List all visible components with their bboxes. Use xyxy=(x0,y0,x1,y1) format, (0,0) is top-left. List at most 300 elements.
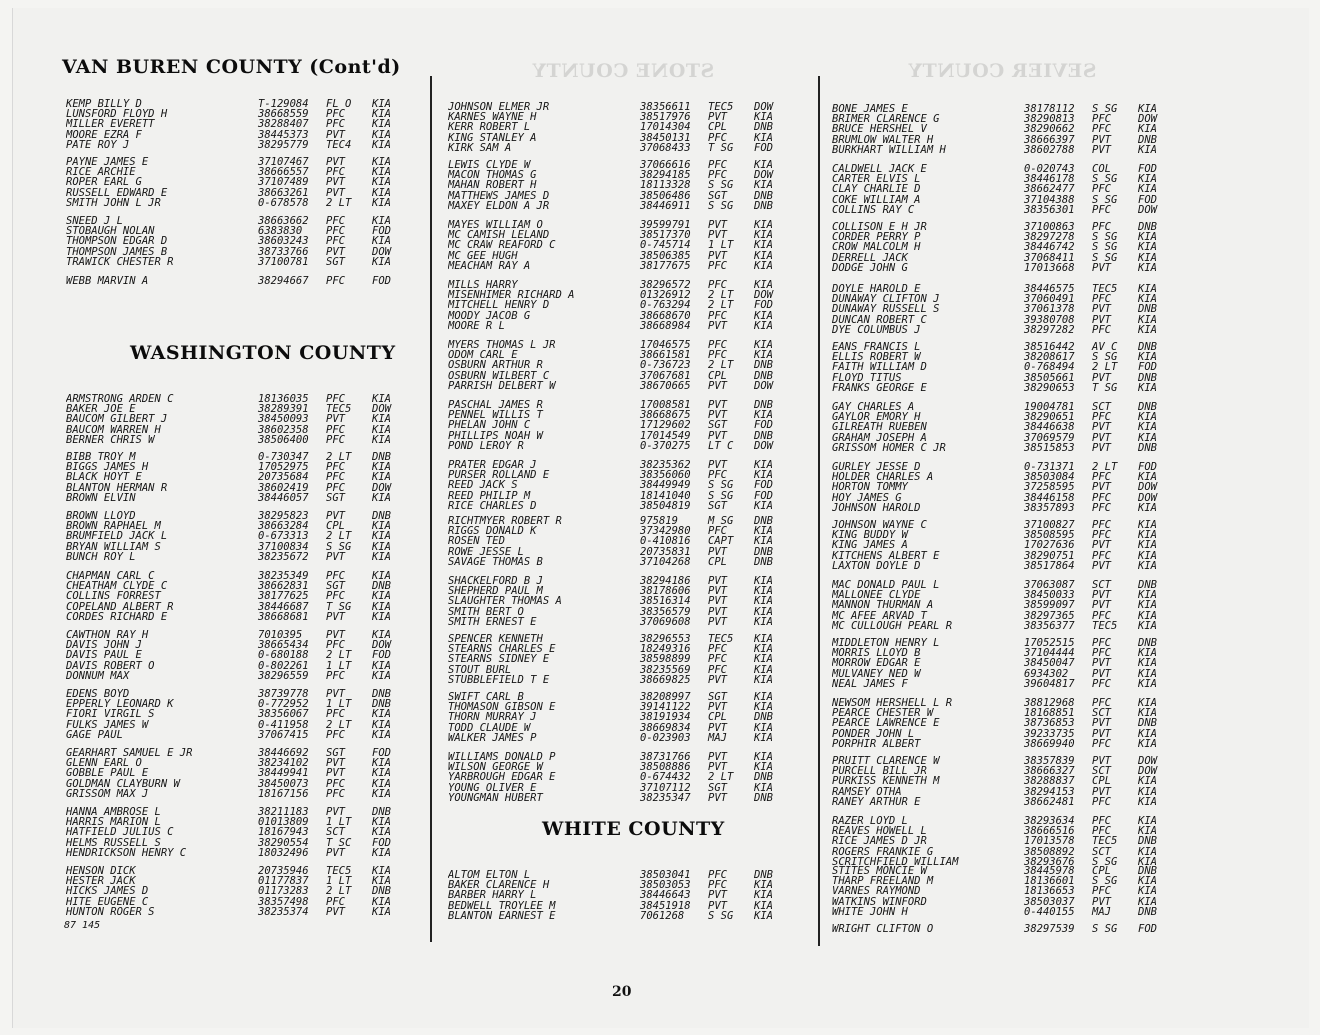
rank: PFC xyxy=(326,787,345,800)
roster-row xyxy=(66,571,402,581)
status: KIA xyxy=(372,590,391,603)
roster-row xyxy=(832,412,1168,422)
roster-group xyxy=(448,692,784,743)
rank: 2 LT xyxy=(1092,361,1118,374)
roster-row xyxy=(448,240,784,250)
status: KIA xyxy=(372,767,391,780)
roster-row xyxy=(448,133,784,143)
van-buren-heading: VAN BUREN COUNTY (Cont'd) xyxy=(62,56,401,78)
status: KIA xyxy=(1138,231,1157,244)
serial-number: 38290554 xyxy=(258,836,309,849)
rank: AV C xyxy=(1092,341,1118,353)
status: KIA xyxy=(1138,825,1157,838)
rank: PVT xyxy=(708,545,727,558)
roster-row xyxy=(832,729,1168,739)
serial-number: 38177675 xyxy=(640,259,691,272)
rank: PVT xyxy=(326,629,345,641)
rank: SGT xyxy=(708,691,727,703)
roster-row xyxy=(832,648,1168,658)
serial-number: 38445373 xyxy=(258,128,309,141)
rank: PFC xyxy=(326,166,345,179)
rank: S SG xyxy=(708,199,734,212)
rank: PVT xyxy=(1092,303,1111,316)
name: WILLIAMS DONALD P xyxy=(448,752,556,763)
status: DNB xyxy=(1138,865,1157,877)
rank: PFC xyxy=(1092,737,1111,750)
roster-row xyxy=(66,404,402,414)
serial-number: 38666327 xyxy=(1024,765,1075,778)
name: OSBURN WILBERT C xyxy=(448,370,550,381)
roster-row xyxy=(66,730,402,740)
rank: PFC xyxy=(326,393,345,405)
status: FOD xyxy=(754,479,773,492)
name: BROWN LLOYD xyxy=(66,511,136,522)
rank: PVT xyxy=(708,605,727,618)
serial-number: 37067415 xyxy=(258,728,309,741)
roster-row xyxy=(448,654,784,664)
rank: M SG xyxy=(708,515,734,527)
roster-row xyxy=(832,422,1168,432)
name: HATFIELD JULIUS C xyxy=(66,827,174,838)
rank: PFC xyxy=(708,525,727,538)
roster-row xyxy=(832,402,1168,412)
name: BROWN RAPHAEL M xyxy=(66,521,161,532)
rank: PVT xyxy=(326,806,345,818)
status: KIA xyxy=(1138,785,1157,798)
name: DYE COLUMBUS J xyxy=(832,324,921,335)
rank: PVT xyxy=(708,399,727,411)
name: GOBBLE PAUL E xyxy=(66,768,149,779)
rank: TEC5 xyxy=(326,403,352,416)
name: GAYLOR EMORY H xyxy=(832,412,921,423)
rank: PVT xyxy=(326,846,345,859)
status: KIA xyxy=(754,219,773,231)
roster-row xyxy=(66,435,402,445)
status: DNB xyxy=(1138,303,1157,316)
status: KIA xyxy=(1138,559,1157,572)
roster-row xyxy=(832,866,1168,876)
name: BRYAN WILLIAM S xyxy=(66,541,161,552)
serial-number: 38516442 xyxy=(1024,341,1075,353)
rank: PVT xyxy=(326,413,345,426)
status: KIA xyxy=(754,781,773,794)
status: DNB xyxy=(754,555,773,568)
rank: SGT xyxy=(708,781,727,794)
rank: PFC xyxy=(326,108,345,121)
name: DAVIS JOHN J xyxy=(66,640,142,651)
rank: 1 LT xyxy=(326,698,352,711)
name: PENNEL WILLIS T xyxy=(448,410,543,421)
status: KIA xyxy=(372,520,391,533)
name: FLOYD TITUS xyxy=(832,372,902,383)
name: FULKS JAMES W xyxy=(66,719,149,730)
roster-row xyxy=(832,621,1168,631)
serial-number: 0-020743 xyxy=(1024,163,1075,175)
status: DOW xyxy=(372,245,391,258)
serial-number: 38297365 xyxy=(1024,609,1075,622)
roster-row xyxy=(66,99,402,109)
serial-number: 38508595 xyxy=(1024,529,1075,542)
rank: CPL xyxy=(708,555,727,568)
serial-number: 38517976 xyxy=(640,111,691,124)
rank: 2 LT xyxy=(708,289,734,302)
serial-number: 37342980 xyxy=(640,525,691,538)
status: KIA xyxy=(1138,885,1157,898)
status: FOD xyxy=(1138,193,1157,206)
serial-number: 20735946 xyxy=(258,865,309,877)
serial-number: 38446911 xyxy=(640,199,691,212)
serial-number: 38503041 xyxy=(640,869,691,881)
roster-row xyxy=(832,561,1168,571)
roster-row xyxy=(448,901,784,911)
status: FOD xyxy=(1138,163,1157,175)
status: KIA xyxy=(1138,323,1157,336)
status: KIA xyxy=(372,433,391,446)
serial-number: 38599097 xyxy=(1024,599,1075,612)
roster-group xyxy=(832,462,1168,513)
roster-row xyxy=(66,591,402,601)
status: KIA xyxy=(754,535,773,548)
name: JOHNSON HAROLD xyxy=(832,502,921,513)
serial-number: 18168851 xyxy=(1024,707,1075,720)
status: DNB xyxy=(1138,371,1157,384)
roster-group xyxy=(448,340,784,391)
name: RUSSELL EDWARD E xyxy=(66,187,168,198)
name: CORDES RICHARD E xyxy=(66,611,168,622)
status: KIA xyxy=(754,499,773,512)
name: PRATER EDGAR J xyxy=(448,460,537,471)
name: ODOM CARL E xyxy=(448,350,518,361)
name: THOMASON GIBSON E xyxy=(448,702,556,713)
serial-number: 19004781 xyxy=(1024,401,1075,413)
rank: PFC xyxy=(1092,471,1111,484)
rank: PFC xyxy=(708,653,727,666)
serial-number: 39141122 xyxy=(640,701,691,714)
roster-row xyxy=(66,807,402,817)
rank: PVT xyxy=(708,249,727,262)
serial-number: 38357893 xyxy=(1024,501,1075,514)
roster-row xyxy=(66,838,402,848)
roster-row xyxy=(66,748,402,758)
name: THORN MURRAY J xyxy=(448,712,537,723)
status: KIA xyxy=(754,761,773,774)
name: KING STANLEY A xyxy=(448,132,537,143)
roster-row xyxy=(832,611,1168,621)
name: HORTON TOMMY xyxy=(832,482,908,493)
roster-row xyxy=(66,630,402,640)
serial-number: 38178112 xyxy=(1024,103,1075,115)
serial-number: 38294185 xyxy=(640,169,691,182)
name: KERR ROBERT L xyxy=(448,122,531,133)
serial-number: 38450047 xyxy=(1024,657,1075,670)
roster-row xyxy=(448,300,784,310)
serial-number: 38663284 xyxy=(258,520,309,533)
roster-row xyxy=(66,709,402,719)
status: FOD xyxy=(754,299,773,312)
roster-row xyxy=(66,157,402,167)
name: MILLS HARRY xyxy=(448,280,518,291)
serial-number: 38446643 xyxy=(640,889,691,902)
roster-row xyxy=(832,284,1168,294)
name: COPELAND ALBERT R xyxy=(66,601,174,612)
roster-row xyxy=(66,247,402,257)
roster-row xyxy=(448,644,784,654)
serial-number: 17027636 xyxy=(1024,539,1075,552)
name: PURKISS KENNETH M xyxy=(832,776,940,787)
roster-row xyxy=(832,433,1168,443)
roster-row xyxy=(832,638,1168,648)
rank: PFC xyxy=(1092,123,1111,136)
rank: 2 LT xyxy=(708,771,734,784)
rank: PVT xyxy=(1092,895,1111,908)
roster-row xyxy=(832,836,1168,846)
status: KIA xyxy=(754,239,773,252)
roster-row xyxy=(66,483,402,493)
status: KIA xyxy=(1138,173,1157,186)
roster-row xyxy=(448,180,784,190)
name: MAHAN ROBERT H xyxy=(448,180,537,191)
rank: PVT xyxy=(708,379,727,392)
rank: PVT xyxy=(708,673,727,686)
roster-row xyxy=(832,145,1168,155)
roster-row xyxy=(66,236,402,246)
rank: PVT xyxy=(326,905,345,918)
serial-number: 38235362 xyxy=(640,459,691,471)
status: DNB xyxy=(754,359,773,372)
rank: S SG xyxy=(1092,855,1118,868)
rank: PVT xyxy=(1092,599,1111,612)
name: BAUCOM GILBERT J xyxy=(66,414,168,425)
rank: PFC xyxy=(326,471,345,484)
name: MOORE R L xyxy=(448,320,505,331)
serial-number: 01177837 xyxy=(258,875,309,888)
status: DOW xyxy=(1138,765,1157,778)
status: KIA xyxy=(372,413,391,426)
rank: PVT xyxy=(326,186,345,199)
serial-number: 38668675 xyxy=(640,409,691,422)
status: KIA xyxy=(754,179,773,192)
serial-number: 38290653 xyxy=(1024,381,1075,394)
serial-number: 37258595 xyxy=(1024,481,1075,494)
status: KIA xyxy=(1138,589,1157,602)
status: KIA xyxy=(372,757,391,770)
roster-row xyxy=(448,617,784,627)
roster-group xyxy=(448,280,784,331)
roster-row xyxy=(448,723,784,733)
name: STEARNS SIDNEY E xyxy=(448,654,550,665)
name: RAMSEY OTHA xyxy=(832,786,902,797)
serial-number: 6934302 xyxy=(1024,667,1069,680)
status: KIA xyxy=(1138,707,1157,720)
name: PHELAN JOHN C xyxy=(448,420,531,431)
rank: MAJ xyxy=(1092,905,1111,918)
serial-number: 37104268 xyxy=(640,555,691,568)
name: DOYLE HAROLD E xyxy=(832,284,921,295)
roster-row xyxy=(832,195,1168,205)
name: PHILLIPS NOAH W xyxy=(448,430,543,441)
rank: PFC xyxy=(708,339,727,351)
serial-number: 18249316 xyxy=(640,643,691,656)
name: DAVIS PAUL E xyxy=(66,650,142,661)
rank: PVT xyxy=(1092,559,1111,572)
status: DNB xyxy=(754,791,773,804)
roster-group xyxy=(66,511,402,562)
name: BIBB TROY M xyxy=(66,452,136,463)
status: KIA xyxy=(1138,677,1157,690)
roster-row xyxy=(832,205,1168,215)
status: KIA xyxy=(372,108,391,121)
serial-number: 38450073 xyxy=(258,777,309,790)
status: KIA xyxy=(754,595,773,608)
serial-number: 38503084 xyxy=(1024,471,1075,484)
serial-number: 38235672 xyxy=(258,550,309,563)
status: KIA xyxy=(372,816,391,829)
name: CALDWELL JACK E xyxy=(832,164,927,175)
serial-number: 38356067 xyxy=(258,708,309,721)
serial-number: 37067681 xyxy=(640,369,691,382)
serial-number: 18141040 xyxy=(640,489,691,502)
serial-number: 975819 xyxy=(640,515,678,527)
roster-row xyxy=(448,772,784,782)
name: TODD CLAUDE W xyxy=(448,722,531,733)
name: MITCHELL HENRY D xyxy=(448,300,550,311)
serial-number: 38446057 xyxy=(258,491,309,504)
status: KIA xyxy=(1138,727,1157,740)
name: KARNES WAYNE H xyxy=(448,112,537,123)
rank: SCT xyxy=(326,826,345,839)
name: CROW MALCOLM H xyxy=(832,242,921,253)
status: DNB xyxy=(372,698,391,711)
status: KIA xyxy=(754,721,773,734)
status: KIA xyxy=(1138,529,1157,542)
serial-number: 0-370275 xyxy=(640,439,691,452)
name: SMITH JOHN L JR xyxy=(66,197,161,208)
serial-number: 38666516 xyxy=(1024,825,1075,838)
serial-number: 38208617 xyxy=(1024,351,1075,364)
rank: PFC xyxy=(326,590,345,603)
serial-number: 18136601 xyxy=(1024,875,1075,888)
name: NEAL JAMES F xyxy=(832,678,908,689)
status: KIA xyxy=(1138,697,1157,709)
roster-row xyxy=(66,119,402,129)
status: DNB xyxy=(754,189,773,202)
rank: PVT xyxy=(1092,441,1111,454)
roster-row xyxy=(66,257,402,267)
rank: S SG xyxy=(1092,231,1118,244)
roster-row xyxy=(448,261,784,271)
roster-row xyxy=(832,886,1168,896)
name: BAKER CLARENCE H xyxy=(448,880,550,891)
status: KIA xyxy=(1138,855,1157,868)
status: DNB xyxy=(754,869,773,881)
status: KIA xyxy=(1138,619,1157,632)
rank: MAJ xyxy=(708,731,727,744)
roster-row xyxy=(832,698,1168,708)
status: DOW xyxy=(1138,755,1157,767)
status: KIA xyxy=(1138,647,1157,660)
roster-row xyxy=(832,658,1168,668)
status: KIA xyxy=(1138,609,1157,622)
roster-group xyxy=(66,99,402,150)
name: KING BUDDY W xyxy=(832,530,908,541)
roster-row xyxy=(448,371,784,381)
name: HUNTON ROGER S xyxy=(66,906,155,917)
serial-number: 38668559 xyxy=(258,108,309,121)
rank: PFC xyxy=(1092,221,1111,233)
rank: S SG xyxy=(1092,923,1118,935)
roster-row xyxy=(832,114,1168,124)
serial-number: 37104444 xyxy=(1024,647,1075,660)
rank: PVT xyxy=(326,128,345,141)
serial-number: 37068433 xyxy=(640,141,691,154)
rank: PVT xyxy=(708,409,727,422)
rank: PFC xyxy=(326,708,345,721)
roster-row xyxy=(448,880,784,890)
serial-number: 38294667 xyxy=(258,275,309,287)
status: KIA xyxy=(754,259,773,272)
status: DOW xyxy=(1138,113,1157,126)
name: HENSON DICK xyxy=(66,866,136,877)
status: KIA xyxy=(1138,283,1157,295)
rank: PFC xyxy=(326,895,345,908)
roster-row xyxy=(832,756,1168,766)
rank: PFC xyxy=(1092,411,1111,424)
name: PONDER JOHN L xyxy=(832,728,915,739)
name: BERNER CHRIS W xyxy=(66,434,155,445)
roster-row xyxy=(832,222,1168,232)
status: KIA xyxy=(372,491,391,504)
serial-number: T-129084 xyxy=(258,98,309,110)
serial-number: 38289391 xyxy=(258,403,309,416)
name: BIGGS JAMES H xyxy=(66,462,149,473)
name: WALKER JAMES P xyxy=(448,732,537,743)
rank: PVT xyxy=(708,111,727,124)
name: TRAWICK CHESTER R xyxy=(66,256,174,267)
status: FOD xyxy=(754,141,773,154)
rank: PFC xyxy=(1092,697,1111,709)
serial-number: 38506385 xyxy=(640,249,691,262)
roster-row xyxy=(66,276,402,286)
status: KIA xyxy=(754,575,773,587)
roster-row xyxy=(832,907,1168,917)
status: KIA xyxy=(372,728,391,741)
serial-number: 38731766 xyxy=(640,751,691,763)
status: KIA xyxy=(1138,261,1157,274)
rank: SGT xyxy=(326,491,345,504)
serial-number: 01013809 xyxy=(258,816,309,829)
serial-number: 37100863 xyxy=(1024,221,1075,233)
roster-group xyxy=(832,816,1168,867)
serial-number: 38736853 xyxy=(1024,717,1075,730)
serial-number: 38739778 xyxy=(258,688,309,700)
rank: PFC xyxy=(1092,815,1111,827)
name: FAITH WILLIAM D xyxy=(832,362,927,373)
roster-row xyxy=(832,876,1168,886)
status: KIA xyxy=(754,899,773,912)
serial-number: 38662831 xyxy=(258,580,309,593)
rank: PFC xyxy=(708,469,727,482)
roster-row xyxy=(66,886,402,896)
roster-row xyxy=(448,526,784,536)
roster-group xyxy=(832,402,1168,453)
roster-row xyxy=(448,350,784,360)
serial-number: 38508892 xyxy=(1024,845,1075,858)
status: KIA xyxy=(754,889,773,902)
serial-number: 38668984 xyxy=(640,319,691,332)
serial-number: 39380708 xyxy=(1024,313,1075,326)
roster-row xyxy=(832,472,1168,482)
status: KIA xyxy=(372,865,391,877)
